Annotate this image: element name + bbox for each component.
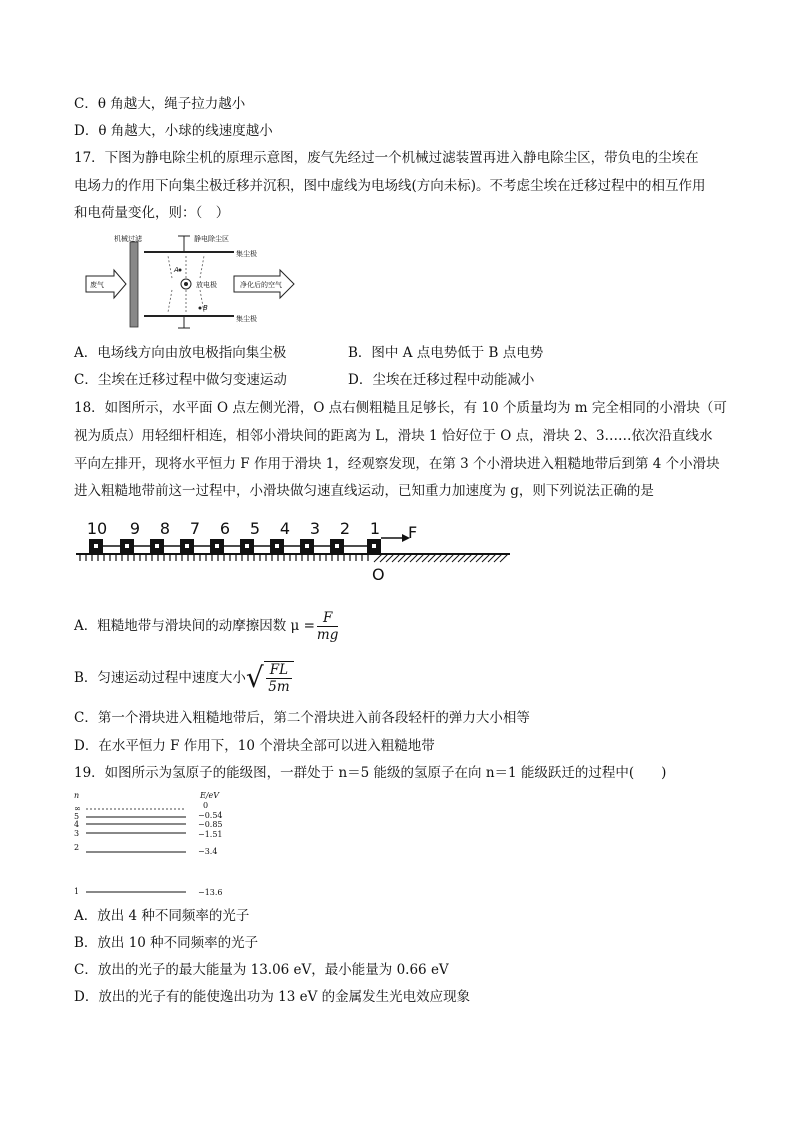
q18-option-a-text: A．粗糙地带与滑块间的动摩擦因数 μ = xyxy=(74,618,315,634)
electrostatic-precipitator-diagram xyxy=(84,232,304,332)
point-b-label: B xyxy=(203,304,208,312)
q16-option-c: C．θ 角越大，绳子拉力越小 xyxy=(74,96,246,112)
level-e-infinity: 0 xyxy=(203,801,209,810)
q17-stem-line2: 电场力的作用下向集尘极迁移并沉积，图中虚线为电场线(方向未标)。不考虑尘埃在迁移过程中的相互作用 xyxy=(74,178,706,194)
collector-bottom-label: 集尘极 xyxy=(236,315,257,323)
q16-option-d: D．θ 角越大，小球的线速度越小 xyxy=(74,123,273,139)
collector-top-label: 集尘极 xyxy=(236,250,257,258)
origin-label: O xyxy=(372,565,385,584)
level-e-1: −13.6 xyxy=(198,888,223,897)
q17-option-d: D．尘埃在迁移过程中动能减小 xyxy=(348,372,535,388)
q17-stem-line3: 和电荷量变化，则：（ ） xyxy=(74,205,230,221)
sliding-blocks-diagram xyxy=(76,514,516,584)
block-label-1: 1 xyxy=(369,519,381,538)
exhaust-label: 废气 xyxy=(90,281,104,289)
level-n-2: 2 xyxy=(74,843,80,852)
q18-option-a-numerator: F xyxy=(317,610,338,627)
block-label-9: 9 xyxy=(129,519,141,538)
q19-option-d: D．放出的光子有的能使逸出功为 13 eV 的金属发生光电效应现象 xyxy=(74,989,471,1005)
q19-option-a: A．放出 4 种不同频率的光子 xyxy=(74,908,250,924)
hydrogen-energy-level-diagram xyxy=(72,788,272,900)
q18-option-b-denominator: 5m xyxy=(268,679,290,695)
discharge-label: 放电极 xyxy=(196,281,217,289)
q18-option-a xyxy=(74,608,340,644)
mech-filter-label: 机械过滤 xyxy=(114,235,142,243)
level-n-3: 3 xyxy=(74,829,80,838)
energy-axis-label: E/eV xyxy=(200,791,220,800)
block-label-4: 4 xyxy=(279,519,291,538)
q18-option-b-text: B．匀速运动过程中速度大小 xyxy=(74,670,246,686)
block-label-3: 3 xyxy=(309,519,321,538)
level-e-3: −1.51 xyxy=(198,830,223,839)
level-e-5: −0.54 xyxy=(198,811,223,820)
level-n-5: 5 xyxy=(74,812,80,821)
q17-option-a: A．电场线方向由放电极指向集尘极 xyxy=(74,345,287,361)
force-label: F xyxy=(408,523,418,542)
level-e-4: −0.85 xyxy=(198,820,223,829)
q19-stem: 19．如图所示为氢原子的能级图，一群处于 n＝5 能级的氢原子在向 n＝1 能级跃迁的过程中( ) xyxy=(74,765,667,781)
q17-option-b: B．图中 A 点电势低于 B 点电势 xyxy=(348,345,544,361)
block-label-5: 5 xyxy=(249,519,261,538)
q18-stem-line4: 进入粗糙地带前这一过程中，小滑块做匀速直线运动，已知重力加速度为 g，则下列说法正确的是 xyxy=(74,483,654,499)
q18-stem-line1: 18．如图所示，水平面 O 点左侧光滑，O 点右侧粗糙且足够长，有 10 个质量均为 m 完全相同的小滑块（可 xyxy=(74,400,727,416)
block-label-6: 6 xyxy=(219,519,231,538)
level-e-2: −3.4 xyxy=(198,847,218,856)
q18-stem-line3: 平向左排开，现将水平恒力 F 作用于滑块 1，经观察发现，在第 3 个小滑块进入粗糙地带后到第 4 个小滑块 xyxy=(74,456,720,472)
q18-option-b-fraction xyxy=(266,662,292,695)
q18-option-c: C．第一个滑块进入粗糙地带后，第二个滑块进入前各段轻杆的弹力大小相等 xyxy=(74,710,530,726)
q18-option-b-sqrt: √ $\frac{FL}{5m}$ xyxy=(246,661,294,695)
q18-option-b-numerator: FL xyxy=(266,662,292,679)
clean-air-label: 净化后的空气 xyxy=(240,281,282,289)
level-n-infinity: ∞ xyxy=(74,804,81,813)
q17-option-c: C．尘埃在迁移过程中做匀变速运动 xyxy=(74,372,287,388)
block-label-10: 10 xyxy=(86,519,108,538)
q19-option-c: C．放出的光子的最大能量为 13.06 eV，最小能量为 0.66 eV xyxy=(74,962,449,978)
q18-stem-line2: 视为质点）用轻细杆相连，相邻小滑块间的距离为 L，滑块 1 恰好位于 O 点，滑块 2、3……依次沿直线水 xyxy=(74,428,713,444)
q18-option-b xyxy=(74,658,294,698)
q19-option-b: B．放出 10 种不同频率的光子 xyxy=(74,935,259,951)
mechanical-filter xyxy=(130,242,138,327)
q18-option-a-denominator: mg xyxy=(316,626,339,643)
block-label-2: 2 xyxy=(339,519,351,538)
q18-option-d: D．在水平恒力 F 作用下，10 个滑块全部可以进入粗糙地带 xyxy=(74,738,435,754)
q17-stem-line1: 17．下图为静电除尘机的原理示意图，废气先经过一个机械过滤装置再进入静电除尘区，带负电的尘埃在 xyxy=(74,150,699,166)
region-label: 静电除尘区 xyxy=(194,235,229,243)
level-n-1: 1 xyxy=(74,887,80,896)
block-label-8: 8 xyxy=(159,519,171,538)
q18-option-a-fraction xyxy=(317,610,338,643)
level-n-4: 4 xyxy=(74,820,80,829)
n-axis-label: n xyxy=(74,791,80,800)
block-label-7: 7 xyxy=(189,519,201,538)
point-a-label: A xyxy=(174,266,179,274)
